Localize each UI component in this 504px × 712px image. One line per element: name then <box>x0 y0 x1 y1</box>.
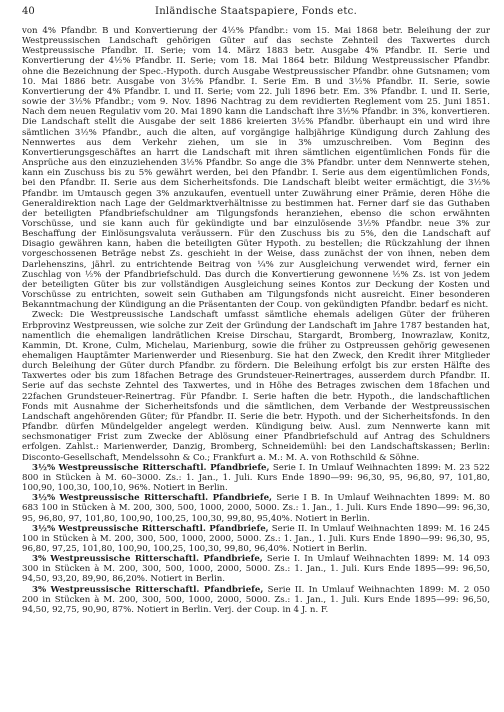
document-body <box>22 26 490 615</box>
entry-rate: 3½% <box>32 462 56 473</box>
document-page <box>22 6 490 615</box>
paragraph-regulations: von 4% Pfandbr. B und Konvertierung der 4½% Pfandbr.: vom 15. Mai 1868 betr. Beleihung der zur Westpreussischen Landschaft gehörigen Güter auf das sechste Zehnteil des Taxwertes durch Westpreussische Pfandbr. II. Serie; vom 14. März 1883 betr. Ausgabe 4% Pfandbr. II. Serie und Konvertierung der 4½% Pfandbr. II. Serie; vom 18. Mai 1864 betr. Bildung Westpreussischer Pfandbr. ohne die Bezeichnung der Spec.-Hypoth. durch Ausgabe Westpreussischer Pfandbr. ohne Gutsnamen; vom 10. Mai 1886 betr. Ausgabe von 3½% Pfandbr. I. Serie Em. B und 3½% Pfandbr. II. Serie, sowie Konvertierung der 4% Pfandbr. I. und II. Serie; vom 22. Juli 1896 betr. Em. 3% Pfandbr. I. und II. Serie, sowie der 3½% Pfandbr.; vom 9. Nov. 1896 Nachtrag zu dem revidierten Reglement vom 25. Juni 1851. Nach dem neuen Regulativ vom 20. Mai 1890 kann die Landschaft ihre 3½% Pfandbr. in 3%, konvertieren. Die Landschaft stellt die Ausgabe der seit 1886 kreierten 3½% Pfandbr. überhaupt ein und wird ihre sämtlichen 3½% Pfandbr., auch die alten, auf vorgängige halbjährige Kündigung durch Zahlung des Nennwertes aus dem Verkehr ziehen, um sie in 3% umzuschreiben. Vom Beginn des Konvertierungsgeschäftes an harrt die Landschaft mit ihren sämtlichen eigentümlichen Fonds für die Ansprüche aus den einzuziehenden 3½% Pfandbr. So ange die 3% Pfandbr. unter dem Nennwerte stehen, kann ein Zuschuss bis zu 5% gewährt werden, bei den Pfandbr. I. Serie aus dem eigentümlichen Fonds, bei den Pfandbr. II. Serie aus dem Sicherheitsfonds. Die Landschaft bleibt weiter ermächtigt, die 3½% Pfandbr. im Umtausch gegen 3% anzukaufen, eventuell unter Zuwährung einer Prämie, deren Höhe die Generaldirektion nach Lage der Geldmarktverhältnisse zu bestimmen hat. Ferner darf sie das Guthaben der beteiligten Pfandbriefschuldner am Tilgungsfonds heranziehen, ebenso die schon erwähnten Vorschüsse, und sie kann auch für gekündigte und bar einzulösende 3½% Pfandbr. neue 3% zur Beschaffung der Einlösungsvaluta veräussern. Für den Zuschuss bis zu 5%, den die Landschaft auf Disagio gewähren kann, haben die beteiligten Güter Hypoth. zu bestellen; die Rückzahlung der ihnen vorgeschossenen Beträge nebst Zs. geschieht in der Weise, dass zunächst der von ihnen, neben dem Darlehenszins, jährl. zu entrichtende Beitrag von ¼% zur Ausgleichung verwendet wird, ferner ein Zuschlag von ½% der Pfandbriefschuld. Das durch die Konvertierung gewonnene ½% Zs. ist von jedem der beteiligten Güter bis zur vollständigen Ausgleichung seines Kontos zur Deckung der Kosten und Vorschüsse zu entrichten, soweit sein Guthaben am Tilgungsfonds nicht ausreicht. Einer besonderen Bekanntmachung der Kündigung an die Präsentanten der Coup. von gekündigten Pfandbr. bedarf es nicht. <box>22 26 490 311</box>
page-header <box>22 6 490 20</box>
entry-text: Serie I. In Umlauf Weihnachten 1899: M. 23 522 800 in Stücken à M. 60–3000. Zs.: 1. Jan., 1. Juli. Kurs Ende 1890—99: 96,30, 95, 96,80, 97, 101,80, 100,90, 100,30, 100,10, 96%. Notiert in Berlin. <box>22 462 491 494</box>
bond-entry <box>22 493 490 523</box>
entry-title: Westpreussische Ritterschaftl. Pfandbriefe, <box>58 462 270 473</box>
bond-entry <box>22 463 490 493</box>
entry-rate: 3% <box>32 554 47 565</box>
entry-rate: 3½% <box>32 523 56 534</box>
entry-text: Serie I B. In Umlauf Weihnachten 1899: M. 80 683 100 in Stücken à M. 200, 300, 500, 1000, 2000, 5000. Zs.: 1. Jan., 1. Juli. Kurs Ende 1890—99: 96,30, 95, 96,80, 97, 101,80, 100,90, 100,25, 100,30, 99,80, 95,40%. Notiert in Berlin. <box>22 493 491 524</box>
entry-title: Westpreussische Ritterschaftl. Pfandbriefe, <box>50 554 263 565</box>
entry-text: Serie I. In Umlauf Weihnachten 1899: M. 14 093 300 in Stücken à M. 200, 300, 500, 1000, 2000, 5000. Zs.: 1. Jan., 1. Juli. Kurs Ende 1895—99: 96,50, 94,50, 93,20, 89,90, 86,20%. Notiert in Berlin. <box>22 554 491 585</box>
entry-text: Serie II. In Umlauf Weihnachten 1899: M. 2 050 200 in Stücken à M. 200, 300, 500, 1000, 2000, 5000. Zs.: 1. Jan., 1. Juli. Kurs Ende 1895—99: 96,50, 94,50, 92,75, 90,90, 87%. Notiert in Berlin. Verj. der Coup. in 4 J. n. F. <box>22 584 491 615</box>
entry-rate: 3½% <box>32 493 56 504</box>
page-number: 40 <box>22 6 35 17</box>
bond-entry <box>22 554 490 584</box>
entry-title: Westpreussische Ritterschaftl. Pfandbriefe, <box>50 584 264 595</box>
paragraph-purpose: Zweck: Die Westpreussische Landschaft umfasst sämtliche ehemals adeligen Güter der früheren Erbprovinz Westpreussen, wie solche zur Zeit der Gründung der Landschaft im Jahre 1787 bestanden hat, namentlich die ehemaligen landrätlichen Kreise Dirschau, Stargardt, Bromberg, Inowrazlaw, Konitz, Kammin, Dt. Krone, Culm, Michelau, Marienburg, sowie die früher zu Ostpreussen gehörig gewesenen ehemaligen Hauptämter Marienwerder und Riesenburg. Sie hat den Zweck, den Kredit ihrer Mitglieder durch Beleihung der Güter durch Pfandbr. zu fördern. Die Beleihung erfolgt bis zur ersten Hälfte des Taxwertes oder bis zum 18fachen Betrage des Grundsteuer-Reinertrages, ausserdem durch Pfandbr. II. Serie auf das sechste Zehntel des Taxwertes, und in Höhe des Betrages zwischen dem 18fachen und 22fachen Grundsteuer-Reinertrag. Für Pfandbr. I. Serie haften die betr. Hypoth., die landschaftlichen Fonds mit Ausnahme der Sicherheitsfonds und die sämtlichen, dem Verbande der Westpreussischen Landschaft angehörenden Güter; für Pfandbr. II. Serie die betr. Hypoth. und der Sicherheitsfonds. In den Pfandbr. dürfen Mündelgelder angelegt werden. Kündigung beiw. Ausl. zum Nennwerte kann mit sechsmonatiger Frist zum Zwecke der Ablösung einer Pfandbriefschuld auf Antrag des Schuldners erfolgen. Zahlst.: Marienwerder, Danzig, Bromberg, Schneidemühl: bei den Landschaftskassen; Berlin: Disconto-Gesellschaft, Mendelssohn & Co.; Frankfurt a. M.: M. A. von Rothschild & Söhne. <box>22 310 490 463</box>
entry-title: Westpreussische Ritterschaftl. Pfandbriefe, <box>58 523 269 534</box>
running-title: Inländische Staatspapiere, Fonds etc. <box>154 6 358 17</box>
entry-text: Serie II. In Umlauf Weihnachten 1899: M. 16 245 100 in Stücken à M. 200, 300, 500, 1000, 2000, 5000. Zs.: 1. Jan., 1. Juli. Kurs Ende 1890—99: 96,30, 95, 96,80, 97,25, 101,80, 100,90, 100,25, 100,30, 99,80, 96,40%. Notiert in Berlin. <box>22 523 491 554</box>
entry-title: Westpreussische Ritterschaftl. Pfandbriefe, <box>59 493 273 504</box>
bond-entry <box>22 585 490 615</box>
bond-entry <box>22 524 490 554</box>
entry-rate: 3% <box>32 584 47 595</box>
